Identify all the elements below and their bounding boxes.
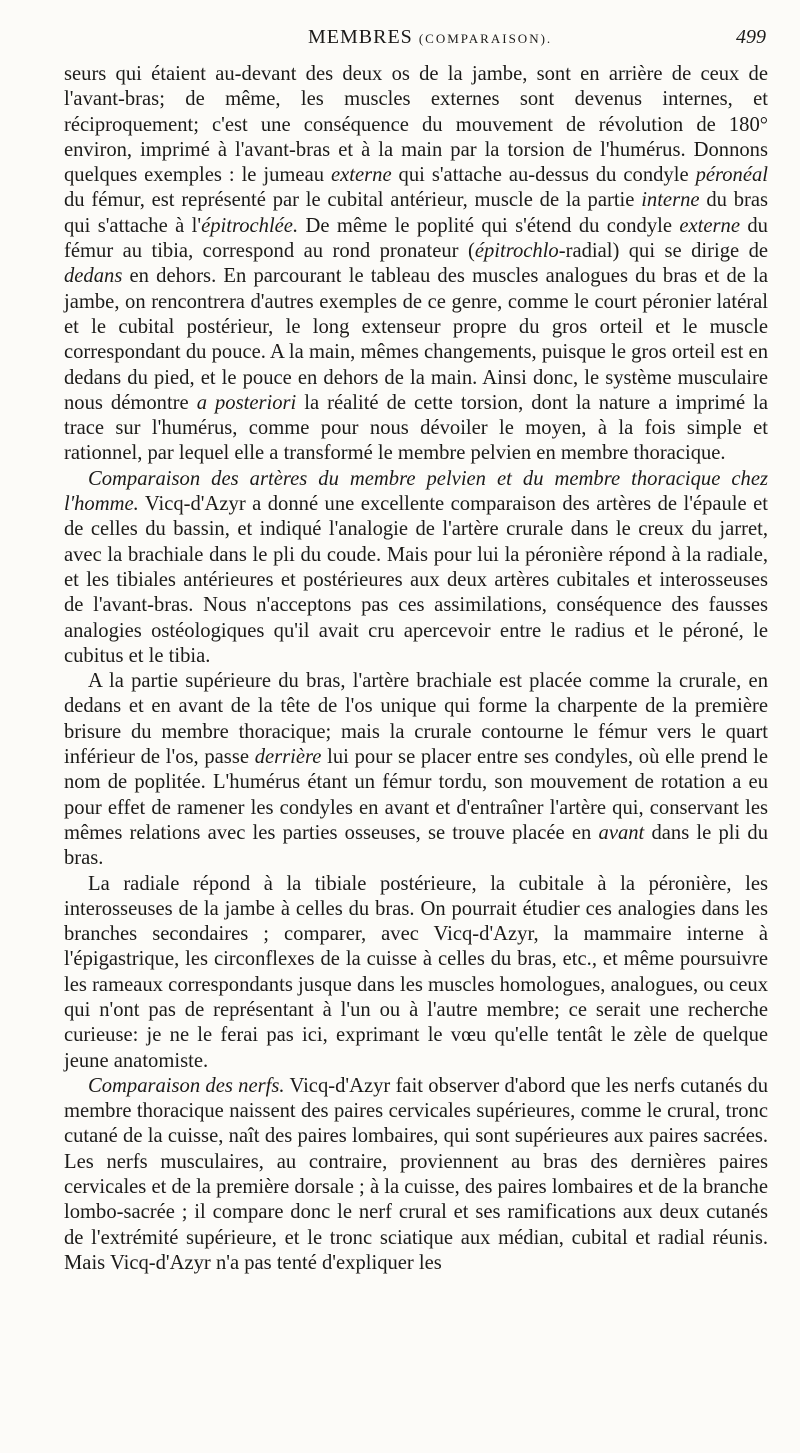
running-title: [308, 26, 552, 49]
running-title-main: MEMBRES: [308, 26, 413, 48]
italic-run: avant: [598, 821, 645, 844]
paragraph-p2: [64, 467, 768, 669]
italic-run: épitrochlée.: [201, 214, 299, 237]
italic-run: externe: [330, 164, 392, 187]
italic-run: péronéal: [695, 164, 769, 187]
italic-run: dedans: [64, 265, 123, 288]
text-run: lui pour se placer entre ses condyles, où elle prend le nom de poplitée. L'humérus étant un fémur tordu, son mouvement de rotation a eu pour effet de ramener les condyles en avant et d'entraîner l'artère qui, conservant les mêmes relations avec les parties osseuses, se trouve placée en: [64, 746, 769, 844]
text-run: A la partie supérieure du bras, l'artère brachiale est placée comme la crurale, en dedans et en avant de la tête de l'os unique qui forme la charpente de la première brisure du membre thoracique; mais la crurale contourne le fémur vers le quart inférieur de l'os, passe: [64, 670, 768, 769]
text-run: De même le poplité qui s'étend du condyle: [298, 214, 680, 237]
page-number: 499: [736, 26, 766, 48]
italic-run: interne: [641, 189, 700, 212]
italic-run: a posteriori: [196, 391, 297, 414]
paragraph-p4: [64, 872, 768, 1074]
text-run: Vicq-d'Azyr fait observer d'abord que les nerfs cutanés du membre thoracique naissent des paires cervicales supérieures, comme le crural, tronc cutané de la cuisse, naît des paires lombaires, qui sont supérieures aux paires sacrées. Les nerfs musculaires, au contraire, proviennent au bras des dernières paires cervicales et de la première dorsale ; à la cuisse, des paires lombaires et de la branche lombo-sacrée ; il compare donc le nerf crural et ses ramifications aux deux cutanés de l'extrémité supérieure, et le tronc sciatique aux médian, cubital et radial réunis. Mais Vicq-d'Azyr n'a pas tenté d'expliquer les: [64, 1074, 769, 1274]
text-run: la réalité de cette torsion, dont la nature a imprimé la trace sur l'humérus, comme pour nous dévoiler le moyen, à la fois simple et rationnel, par lequel elle a transformé le membre pelvien en membre thoracique.: [64, 391, 768, 465]
italic-run: épitrochlo: [474, 240, 559, 263]
paragraph-p5: [64, 1074, 768, 1276]
text-run: qui s'attache au-dessus du condyle: [391, 164, 696, 187]
text-run: seurs qui étaient au-devant des deux os de la jambe, sont en arrière de ceux de l'avant-bras; de même, les muscles externes sont devenus internes, et réciproquement; c'est une conséquence du mouvement de révolution de 180° environ, imprimé à l'avant-bras et à la main par la torsion de l'humérus. Donnons quelques exemples : le jumeau: [64, 63, 768, 187]
text-run: du fémur, est représenté par le cubital antérieur, muscle de la partie: [64, 189, 642, 212]
italic-run: externe: [679, 214, 740, 237]
italic-run: derrière: [254, 746, 322, 769]
text-run: dans le pli du bras.: [64, 821, 768, 870]
text-run: -radial) qui se dirige de: [558, 240, 769, 263]
text-run: La radiale répond à la tibiale postérieure, la cubitale à la péronière, les interosseuses de la jambe à celles du bras. On pourrait étudier ces analogies dans les branches secondaires ; comparer, avec Vicq-d'Azyr, la mammaire interne à l'épigastrique, les circonflexes de la cuisse à celles du bras, etc., et même poursuivre les rameaux correspondants jusque dans les muscles homologues, analogues, ou ceux qui n'ont pas de représentant à l'un ou à l'autre membre; ce serait une recherche curieuse: je ne le ferai pas ici, exprimant le vœu qu'elle tentât le zèle de quelque jeune anatomiste.: [64, 872, 768, 1072]
paragraph-p3: [64, 669, 768, 871]
text-run: du bras qui s'attache à l': [64, 189, 769, 237]
text-run: en dehors. En parcourant le tableau des muscles analogues du bras et de la jambe, on rencontrera d'autres exemples de ce genre, comme le court péronier latéral et le cubital postérieur, le long extenseur propre du gros orteil et le muscle correspondant du pouce. A la main, mêmes changements, puisque le gros orteil est en dedans du pied, et le pouce en dehors de la main. Ainsi donc, le système musculaire nous démontre: [64, 265, 768, 414]
body-text: [64, 62, 768, 1276]
text-run: Vicq-d'Azyr a donné une excellente comparaison des artères de l'épaule et de celles du bassin, et indiqué l'analogie de l'artère crurale dans le creux du jarret, avec la brachiale dans le pli du coude. Mais pour lui la péronière répond à la radiale, et les tibiales antérieures et postérieures aux deux artères cubitales et interosseuses de l'avant-bras. Nous n'acceptons pas ces assimilations, conséquence des fausses analogies ostéologiques qu'il avait cru apercevoir entre le radius et le péroné, le cubitus et le tibia.: [64, 493, 768, 667]
running-header: [60, 26, 770, 56]
running-title-sub: (COMPARAISON).: [418, 31, 553, 46]
italic-run: Comparaison des artères du membre pelvien et du membre thoracique chez l'homme.: [64, 467, 768, 516]
italic-run: Comparaison des nerfs.: [88, 1074, 285, 1097]
text-run: du fémur au tibia, correspond au rond pronateur (: [64, 214, 768, 263]
paragraph-p1: [64, 62, 768, 467]
